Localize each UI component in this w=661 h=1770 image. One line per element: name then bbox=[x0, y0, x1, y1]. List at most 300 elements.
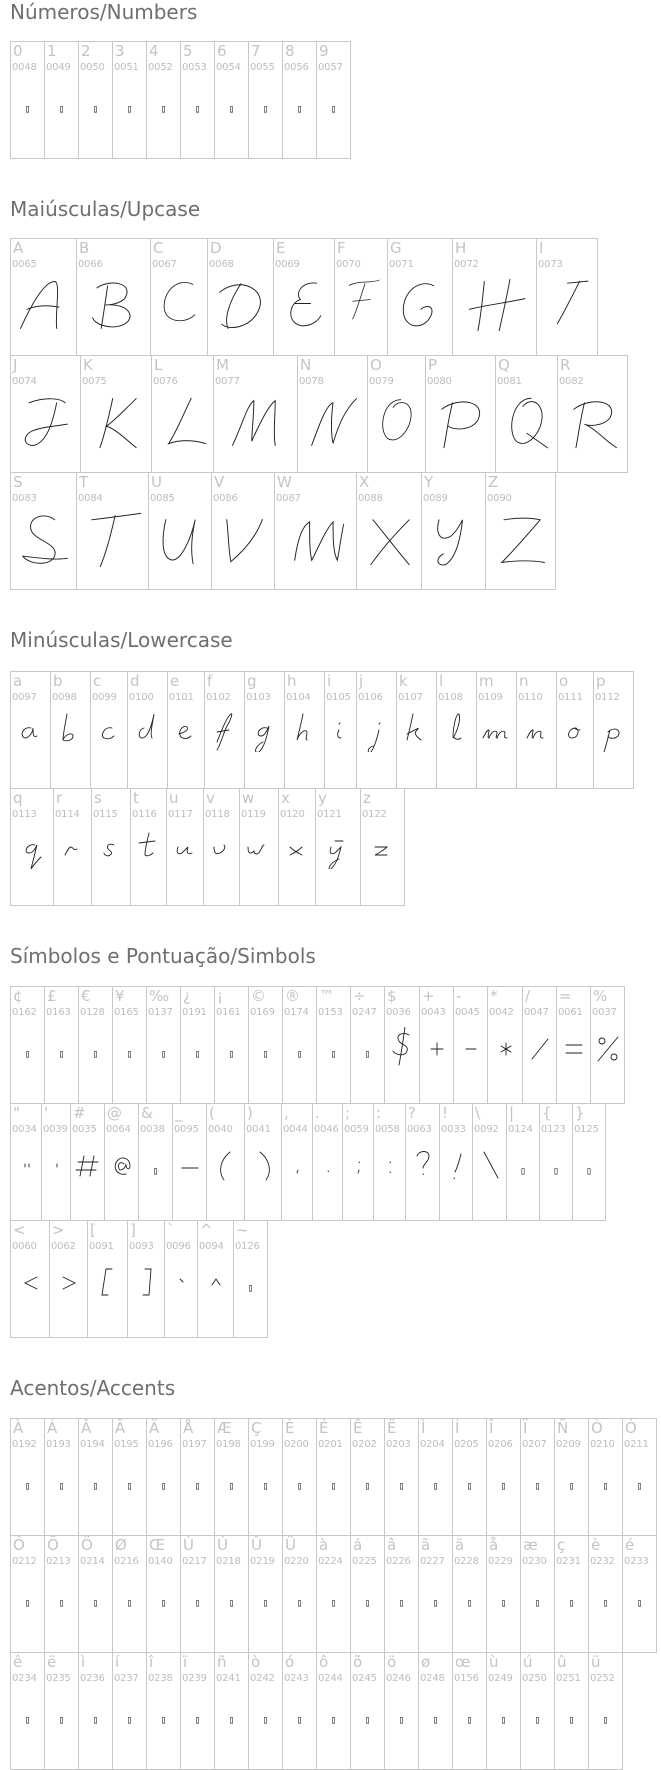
character-code: 0085 bbox=[150, 493, 175, 504]
character-label: 1 bbox=[47, 42, 57, 60]
glyph-cell bbox=[41, 1103, 71, 1221]
character-code: 0057 bbox=[318, 62, 343, 73]
glyph-sample bbox=[10, 1144, 42, 1184]
character-label: ¢ bbox=[13, 987, 23, 1005]
character-code: 0209 bbox=[556, 1439, 581, 1450]
glyph-sample bbox=[556, 712, 594, 752]
character-label: £ bbox=[47, 987, 57, 1005]
glyph-cell bbox=[342, 1103, 374, 1221]
glyph-cell bbox=[213, 355, 298, 473]
character-label: N bbox=[300, 356, 312, 374]
glyph-sample bbox=[11, 712, 51, 752]
character-label: 8 bbox=[285, 42, 295, 60]
character-label: Ã bbox=[115, 1419, 126, 1437]
character-code: 0121 bbox=[317, 809, 342, 820]
character-label: Ö bbox=[81, 1536, 93, 1554]
missing-glyph-icon: ▯ bbox=[296, 1598, 303, 1609]
character-label: g bbox=[247, 672, 257, 690]
character-code: 0228 bbox=[454, 1556, 479, 1567]
glyph-cell bbox=[167, 671, 205, 789]
character-code: 0091 bbox=[89, 1241, 114, 1252]
character-code: 0192 bbox=[12, 1439, 37, 1450]
glyph-cell bbox=[10, 472, 77, 590]
character-label: ? bbox=[408, 1104, 416, 1122]
character-code: 0078 bbox=[299, 376, 324, 387]
character-label: ; bbox=[345, 1104, 351, 1122]
character-code: 0125 bbox=[574, 1124, 599, 1135]
character-label: ' bbox=[44, 1104, 49, 1122]
character-label: _ bbox=[175, 1104, 183, 1122]
glyph-cell bbox=[53, 788, 92, 906]
missing-glyph-icon: ▯ bbox=[126, 1598, 133, 1609]
missing-glyph-icon: ▯ bbox=[126, 1715, 133, 1726]
glyph-cell bbox=[78, 41, 113, 159]
glyph-cell bbox=[281, 1103, 313, 1221]
missing-glyph-icon: ▯ bbox=[330, 104, 337, 115]
character-label: ï bbox=[183, 1653, 188, 1671]
glyph-sample bbox=[12, 507, 76, 571]
glyph-cell bbox=[180, 41, 215, 159]
glyph-sample bbox=[439, 1144, 473, 1184]
missing-glyph-icon: ▯ bbox=[24, 104, 31, 115]
glyph-cell bbox=[10, 671, 51, 789]
glyph-sample bbox=[203, 829, 240, 869]
character-code: 0059 bbox=[344, 1124, 369, 1135]
glyph-cell bbox=[476, 671, 517, 789]
character-code: 0075 bbox=[82, 376, 107, 387]
character-label: i bbox=[327, 672, 332, 690]
glyph-sample bbox=[82, 273, 146, 337]
character-code: 0055 bbox=[250, 62, 275, 73]
missing-glyph-icon: ▯ bbox=[330, 1598, 337, 1609]
character-code: 0218 bbox=[216, 1556, 241, 1567]
character-label: Û bbox=[251, 1536, 262, 1554]
character-code: 0056 bbox=[284, 62, 309, 73]
character-code: 0046 bbox=[314, 1124, 339, 1135]
character-code: 0076 bbox=[153, 376, 178, 387]
character-code: 0113 bbox=[12, 809, 37, 820]
character-code: 0250 bbox=[522, 1673, 547, 1684]
section-title: Maiúsculas/Upcase bbox=[10, 197, 201, 221]
character-label: R bbox=[560, 356, 571, 374]
character-code: 0047 bbox=[524, 1007, 549, 1018]
missing-glyph-icon: ▯ bbox=[92, 1598, 99, 1609]
character-label: D bbox=[210, 239, 222, 257]
character-code: 0204 bbox=[420, 1439, 445, 1450]
character-code: 0092 bbox=[474, 1124, 499, 1135]
character-label: [ bbox=[90, 1221, 96, 1239]
missing-glyph-icon: ▯ bbox=[262, 1715, 269, 1726]
glyph-cell bbox=[593, 671, 634, 789]
character-code: 0122 bbox=[362, 809, 387, 820]
glyph-cell bbox=[520, 1535, 555, 1653]
missing-glyph-icon: ▯ bbox=[160, 104, 167, 115]
glyph-cell bbox=[421, 472, 486, 590]
glyph-sample bbox=[389, 273, 453, 337]
glyph-cell bbox=[350, 986, 385, 1104]
character-label: Q bbox=[498, 356, 510, 374]
glyph-cell bbox=[316, 1418, 351, 1536]
character-label: S bbox=[13, 473, 23, 491]
glyph-cell bbox=[486, 1418, 521, 1536]
missing-glyph-icon: ▯ bbox=[296, 104, 303, 115]
character-label: { bbox=[542, 1104, 552, 1122]
glyph-cell bbox=[151, 355, 214, 473]
glyph-cell bbox=[316, 41, 351, 159]
character-label: Ï bbox=[523, 1419, 528, 1437]
glyph-cell bbox=[439, 1103, 473, 1221]
character-label: ñ bbox=[217, 1653, 227, 1671]
glyph-cell bbox=[214, 1652, 249, 1770]
character-label: L bbox=[154, 356, 163, 374]
glyph-sample bbox=[384, 1027, 420, 1067]
character-code: 0156 bbox=[454, 1673, 479, 1684]
glyph-cell bbox=[166, 788, 204, 906]
glyph-cell bbox=[418, 1652, 453, 1770]
character-code: 0072 bbox=[454, 259, 479, 270]
character-code: 0065 bbox=[12, 259, 37, 270]
character-code: 0110 bbox=[518, 692, 543, 703]
glyph-sample bbox=[92, 829, 132, 869]
character-code: 0224 bbox=[318, 1556, 343, 1567]
character-label: O bbox=[370, 356, 382, 374]
missing-glyph-icon: ▯ bbox=[500, 1715, 507, 1726]
glyph-sample bbox=[167, 712, 205, 752]
character-code: 0162 bbox=[12, 1007, 37, 1018]
glyph-cell bbox=[506, 1103, 540, 1221]
character-code: 0163 bbox=[46, 1007, 71, 1018]
glyph-cell bbox=[316, 986, 351, 1104]
glyph-cell bbox=[10, 1220, 50, 1338]
glyph-sample bbox=[197, 1261, 234, 1301]
glyph-sample bbox=[127, 1261, 165, 1301]
glyph-sample bbox=[244, 1144, 282, 1184]
missing-glyph-icon: ▯ bbox=[152, 1166, 159, 1177]
glyph-cell bbox=[384, 1652, 419, 1770]
missing-glyph-icon: ▯ bbox=[58, 104, 65, 115]
character-label: ™ bbox=[319, 987, 334, 1005]
glyph-cell bbox=[539, 1103, 573, 1221]
missing-glyph-icon: ▯ bbox=[636, 1598, 643, 1609]
character-label: Ë bbox=[387, 1419, 397, 1437]
glyph-cell bbox=[78, 986, 113, 1104]
missing-glyph-icon: ▯ bbox=[126, 1049, 133, 1060]
glyph-cell bbox=[248, 1535, 283, 1653]
missing-glyph-icon: ▯ bbox=[126, 104, 133, 115]
missing-glyph-icon: ▯ bbox=[432, 1481, 439, 1492]
character-code: 0226 bbox=[386, 1556, 411, 1567]
character-code: 0070 bbox=[336, 259, 361, 270]
glyph-cell bbox=[180, 1418, 215, 1536]
glyph-sample bbox=[149, 507, 212, 570]
character-label: Ä bbox=[149, 1419, 160, 1437]
glyph-cell bbox=[244, 1103, 282, 1221]
character-label: X bbox=[359, 473, 370, 491]
glyph-cell bbox=[148, 472, 212, 590]
glyph-cell bbox=[70, 1103, 105, 1221]
character-label: ô bbox=[319, 1653, 329, 1671]
missing-glyph-icon: ▯ bbox=[398, 1481, 405, 1492]
character-code: 0114 bbox=[55, 809, 80, 820]
character-code: 0244 bbox=[318, 1673, 343, 1684]
missing-glyph-icon: ▯ bbox=[262, 1598, 269, 1609]
glyph-sample bbox=[419, 1027, 454, 1067]
glyph-cell bbox=[452, 1652, 487, 1770]
character-code: 0212 bbox=[12, 1556, 37, 1567]
glyph-sample bbox=[172, 1144, 207, 1184]
glyph-cell bbox=[214, 986, 249, 1104]
glyph-cell bbox=[146, 1418, 181, 1536]
character-label: ] bbox=[130, 1221, 136, 1239]
character-label: Ø bbox=[115, 1536, 127, 1554]
missing-glyph-icon: ▯ bbox=[92, 104, 99, 115]
glyph-cell bbox=[536, 238, 598, 356]
character-label: J bbox=[13, 356, 18, 374]
glyph-cell bbox=[248, 41, 283, 159]
glyph-cell bbox=[87, 1220, 128, 1338]
character-label: I bbox=[539, 239, 544, 257]
character-code: 0096 bbox=[166, 1241, 191, 1252]
glyph-sample bbox=[358, 507, 422, 571]
character-code: 0103 bbox=[246, 692, 271, 703]
character-code: 0087 bbox=[276, 493, 301, 504]
glyph-cell bbox=[284, 671, 325, 789]
missing-glyph-icon: ▯ bbox=[228, 104, 235, 115]
missing-glyph-icon: ▯ bbox=[364, 1598, 371, 1609]
glyph-cell bbox=[384, 1418, 419, 1536]
glyph-cell bbox=[80, 355, 152, 473]
glyph-cell bbox=[315, 788, 361, 906]
missing-glyph-icon: ▯ bbox=[58, 1481, 65, 1492]
character-code: 0034 bbox=[12, 1124, 37, 1135]
glyph-cell bbox=[436, 671, 477, 789]
character-label: í bbox=[115, 1653, 120, 1671]
glyph-cell bbox=[418, 1418, 453, 1536]
character-code: 0220 bbox=[284, 1556, 309, 1567]
glyph-cell bbox=[197, 1220, 234, 1338]
glyph-cell bbox=[50, 671, 91, 789]
glyph-cell bbox=[282, 41, 317, 159]
character-code: 0206 bbox=[488, 1439, 513, 1450]
glyph-sample bbox=[278, 829, 316, 869]
character-label: À bbox=[13, 1419, 24, 1437]
missing-glyph-icon: ▯ bbox=[330, 1715, 337, 1726]
glyph-cell bbox=[112, 1535, 147, 1653]
character-code: 0043 bbox=[421, 1007, 446, 1018]
glyph-cell bbox=[214, 41, 249, 159]
character-label: Ü bbox=[285, 1536, 296, 1554]
character-code: 0040 bbox=[208, 1124, 233, 1135]
character-label: s bbox=[94, 789, 102, 807]
missing-glyph-icon: ▯ bbox=[24, 1598, 31, 1609]
glyph-sample bbox=[312, 1144, 343, 1184]
character-label: f bbox=[207, 672, 213, 690]
character-label: l bbox=[439, 672, 444, 690]
character-code: 0100 bbox=[129, 692, 154, 703]
glyph-cell bbox=[44, 1418, 79, 1536]
character-code: 0098 bbox=[52, 692, 77, 703]
glyph-sample bbox=[537, 273, 598, 334]
glyph-sample bbox=[205, 712, 245, 752]
missing-glyph-icon: ▯ bbox=[534, 1715, 541, 1726]
character-code: 0202 bbox=[352, 1439, 377, 1450]
glyph-cell bbox=[278, 788, 316, 906]
character-code: 0124 bbox=[508, 1124, 533, 1135]
character-label: Ì bbox=[421, 1419, 426, 1437]
missing-glyph-icon: ▯ bbox=[247, 1283, 254, 1294]
character-label: ÷ bbox=[353, 987, 366, 1005]
character-code: 0232 bbox=[590, 1556, 615, 1567]
character-code: 0201 bbox=[318, 1439, 343, 1450]
glyph-cell bbox=[44, 41, 79, 159]
character-label: 9 bbox=[319, 42, 329, 60]
character-label: É bbox=[319, 1419, 329, 1437]
character-label: 6 bbox=[217, 42, 227, 60]
glyph-cell bbox=[248, 986, 283, 1104]
character-label: ` bbox=[167, 1221, 175, 1239]
glyph-cell bbox=[10, 1418, 45, 1536]
character-label: Ê bbox=[353, 1419, 363, 1437]
glyph-cell bbox=[486, 1535, 521, 1653]
character-label: î bbox=[149, 1653, 154, 1671]
glyph-sample bbox=[224, 390, 288, 454]
missing-glyph-icon: ▯ bbox=[364, 1049, 371, 1060]
character-label: x bbox=[281, 789, 290, 807]
character-code: 0077 bbox=[215, 376, 240, 387]
missing-glyph-icon: ▯ bbox=[568, 1481, 575, 1492]
missing-glyph-icon: ▯ bbox=[262, 1481, 269, 1492]
missing-glyph-icon: ▯ bbox=[398, 1715, 405, 1726]
character-code: 0203 bbox=[386, 1439, 411, 1450]
glyph-cell bbox=[44, 1535, 79, 1653]
character-label: b bbox=[53, 672, 63, 690]
glyph-cell bbox=[312, 1103, 343, 1221]
glyph-cell bbox=[91, 788, 131, 906]
glyph-sample bbox=[166, 829, 204, 869]
glyph-cell bbox=[316, 1535, 351, 1653]
character-code: 0093 bbox=[129, 1241, 154, 1252]
character-label: ø bbox=[421, 1653, 431, 1671]
glyph-cell bbox=[405, 1103, 440, 1221]
glyph-cell bbox=[10, 1652, 45, 1770]
glyph-sample bbox=[453, 1027, 488, 1067]
missing-glyph-icon: ▯ bbox=[262, 1049, 269, 1060]
glyph-cell bbox=[384, 986, 420, 1104]
glyph-cell bbox=[10, 1103, 42, 1221]
character-label: G bbox=[390, 239, 402, 257]
glyph-cell bbox=[10, 986, 45, 1104]
character-code: 0073 bbox=[538, 259, 563, 270]
character-code: 0243 bbox=[284, 1673, 309, 1684]
character-code: 0090 bbox=[487, 493, 512, 504]
glyph-cell bbox=[622, 1535, 657, 1653]
character-code: 0198 bbox=[216, 1439, 241, 1450]
missing-glyph-icon: ▯ bbox=[160, 1049, 167, 1060]
glyph-cell bbox=[360, 788, 405, 906]
character-code: 0248 bbox=[420, 1673, 445, 1684]
character-code: 0116 bbox=[132, 809, 157, 820]
glyph-sample bbox=[53, 829, 92, 869]
missing-glyph-icon: ▯ bbox=[330, 1481, 337, 1492]
glyph-cell bbox=[112, 41, 147, 159]
glyph-sample bbox=[556, 1027, 591, 1067]
glyph-sample bbox=[590, 1027, 625, 1067]
character-label: M bbox=[216, 356, 229, 374]
character-label: K bbox=[83, 356, 93, 374]
glyph-sample bbox=[41, 1144, 71, 1184]
character-label: ê bbox=[13, 1653, 23, 1671]
glyph-cell bbox=[588, 1535, 623, 1653]
glyph-cell bbox=[588, 1652, 623, 1770]
glyph-sample bbox=[472, 1144, 507, 1184]
character-code: 0120 bbox=[280, 809, 305, 820]
glyph-cell bbox=[127, 671, 168, 789]
character-code: 0102 bbox=[206, 692, 231, 703]
character-label: ó bbox=[285, 1653, 295, 1671]
character-label: Y bbox=[424, 473, 434, 491]
glyph-cell bbox=[472, 1103, 507, 1221]
character-label: Î bbox=[489, 1419, 494, 1437]
missing-glyph-icon: ▯ bbox=[262, 104, 269, 115]
glyph-cell bbox=[452, 1418, 487, 1536]
character-code: 0246 bbox=[386, 1673, 411, 1684]
character-label: E bbox=[276, 239, 286, 257]
missing-glyph-icon: ▯ bbox=[364, 1481, 371, 1492]
character-label: € bbox=[81, 987, 91, 1005]
character-code: 0107 bbox=[398, 692, 423, 703]
character-label: r bbox=[56, 789, 63, 807]
glyph-sample bbox=[324, 712, 357, 752]
character-code: 0051 bbox=[114, 62, 139, 73]
character-label: Ñ bbox=[557, 1419, 569, 1437]
glyph-cell bbox=[239, 788, 279, 906]
missing-glyph-icon: ▯ bbox=[602, 1715, 609, 1726]
glyph-cell bbox=[487, 986, 523, 1104]
glyph-sample bbox=[90, 712, 128, 752]
character-label: m bbox=[479, 672, 494, 690]
missing-glyph-icon: ▯ bbox=[58, 1049, 65, 1060]
glyph-cell bbox=[334, 238, 388, 356]
character-label: õ bbox=[353, 1653, 363, 1671]
character-code: 0197 bbox=[182, 1439, 207, 1450]
character-label: à bbox=[319, 1536, 329, 1554]
glyph-cell bbox=[76, 472, 149, 590]
glyph-cell bbox=[419, 986, 454, 1104]
character-code: 0094 bbox=[199, 1241, 224, 1252]
glyph-cell bbox=[557, 355, 628, 473]
character-label: H bbox=[455, 239, 467, 257]
glyph-cell bbox=[146, 1652, 181, 1770]
character-code: 0237 bbox=[114, 1673, 139, 1684]
character-code: 0068 bbox=[209, 259, 234, 270]
character-label: Å bbox=[183, 1419, 194, 1437]
character-label: ò bbox=[251, 1653, 261, 1671]
character-code: 0235 bbox=[46, 1673, 71, 1684]
missing-glyph-icon: ▯ bbox=[24, 1715, 31, 1726]
glyph-cell bbox=[522, 986, 557, 1104]
missing-glyph-icon: ▯ bbox=[534, 1598, 541, 1609]
section-title: Números/Numbers bbox=[10, 0, 198, 24]
character-label: = bbox=[559, 987, 572, 1005]
character-code: 0236 bbox=[80, 1673, 105, 1684]
character-label: F bbox=[337, 239, 346, 257]
character-label: o bbox=[559, 672, 569, 690]
character-label: e bbox=[170, 672, 180, 690]
missing-glyph-icon: ▯ bbox=[602, 1481, 609, 1492]
character-code: 0081 bbox=[497, 376, 522, 387]
character-label: U bbox=[151, 473, 162, 491]
glyph-cell bbox=[554, 1535, 589, 1653]
